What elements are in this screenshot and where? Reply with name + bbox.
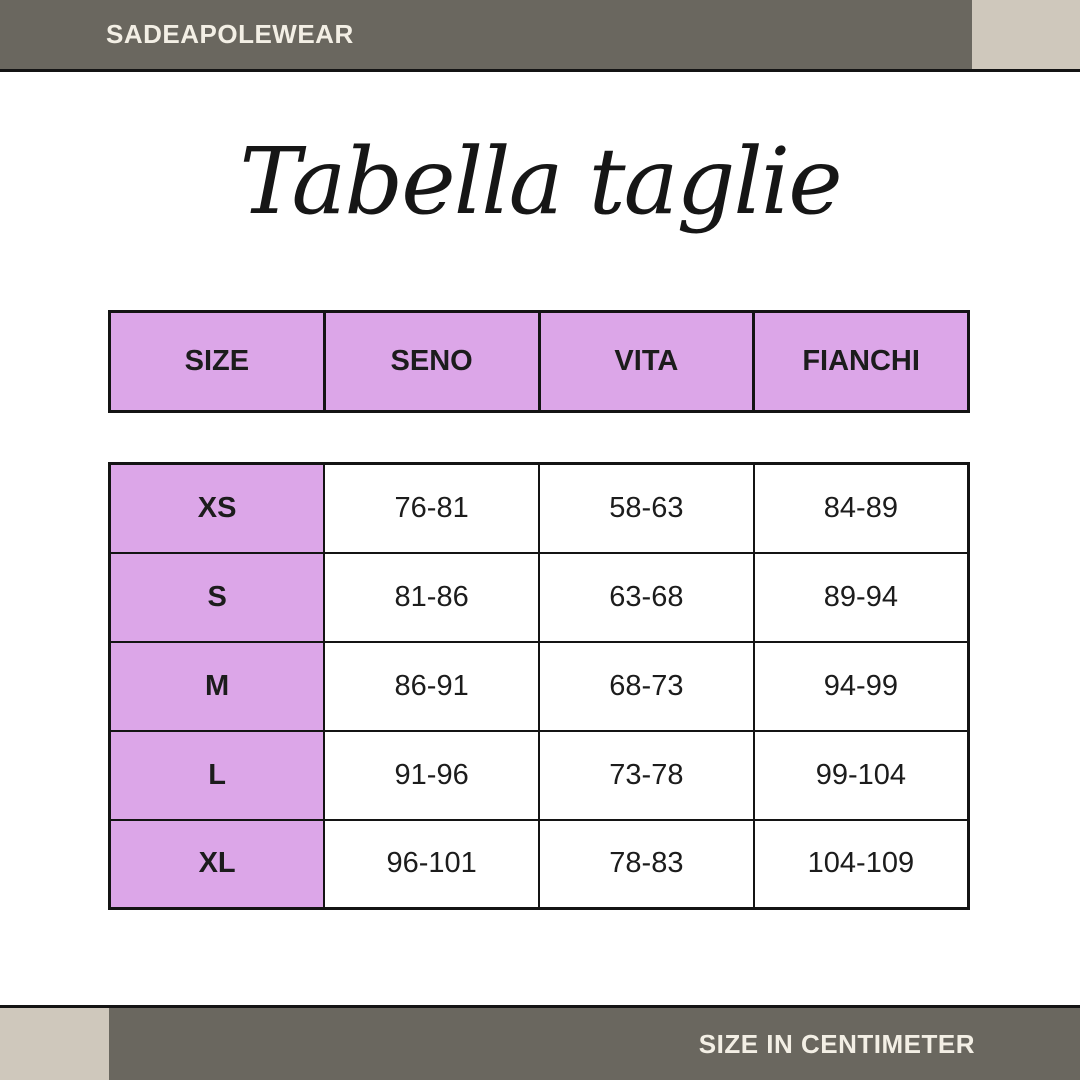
brand-bar <box>0 0 1080 72</box>
header-row <box>110 312 969 412</box>
vita-value: 68-73 <box>539 642 754 731</box>
seno-value: 86-91 <box>324 642 539 731</box>
size-label-l: L <box>110 731 325 820</box>
vita-value: 58-63 <box>539 464 754 553</box>
fianchi-value: 99-104 <box>754 731 969 820</box>
size-label-s: S <box>110 553 325 642</box>
footer-bar <box>0 1005 1080 1080</box>
top-beige-accent-block <box>972 0 1080 69</box>
fianchi-value: 84-89 <box>754 464 969 553</box>
vita-value: 63-68 <box>539 553 754 642</box>
fianchi-value: 94-99 <box>754 642 969 731</box>
unit-note: SIZE IN CENTIMETER <box>698 1028 975 1059</box>
column-header-vita: VITA <box>539 312 754 412</box>
vita-value: 78-83 <box>539 820 754 909</box>
table-row <box>110 553 969 642</box>
seno-value: 96-101 <box>324 820 539 909</box>
brand-name: SADEAPOLEWEAR <box>106 19 354 49</box>
fianchi-value: 104-109 <box>754 820 969 909</box>
column-header-seno: SENO <box>324 312 539 412</box>
seno-value: 91-96 <box>324 731 539 820</box>
table-row <box>110 464 969 553</box>
seno-value: 76-81 <box>324 464 539 553</box>
column-header-fianchi: FIANCHI <box>754 312 969 412</box>
size-label-xs: XS <box>110 464 325 553</box>
size-label-m: M <box>110 642 325 731</box>
size-table-body <box>108 462 970 910</box>
fianchi-value: 89-94 <box>754 553 969 642</box>
column-header-size: SIZE <box>110 312 325 412</box>
size-table-header <box>108 310 970 413</box>
vita-value: 73-78 <box>539 731 754 820</box>
bottom-beige-accent-block <box>0 1008 109 1080</box>
table-row <box>110 642 969 731</box>
size-label-xl: XL <box>110 820 325 909</box>
seno-value: 81-86 <box>324 553 539 642</box>
page-title: Tabella taglie <box>239 127 841 235</box>
table-row <box>110 820 969 909</box>
table-row <box>110 731 969 820</box>
